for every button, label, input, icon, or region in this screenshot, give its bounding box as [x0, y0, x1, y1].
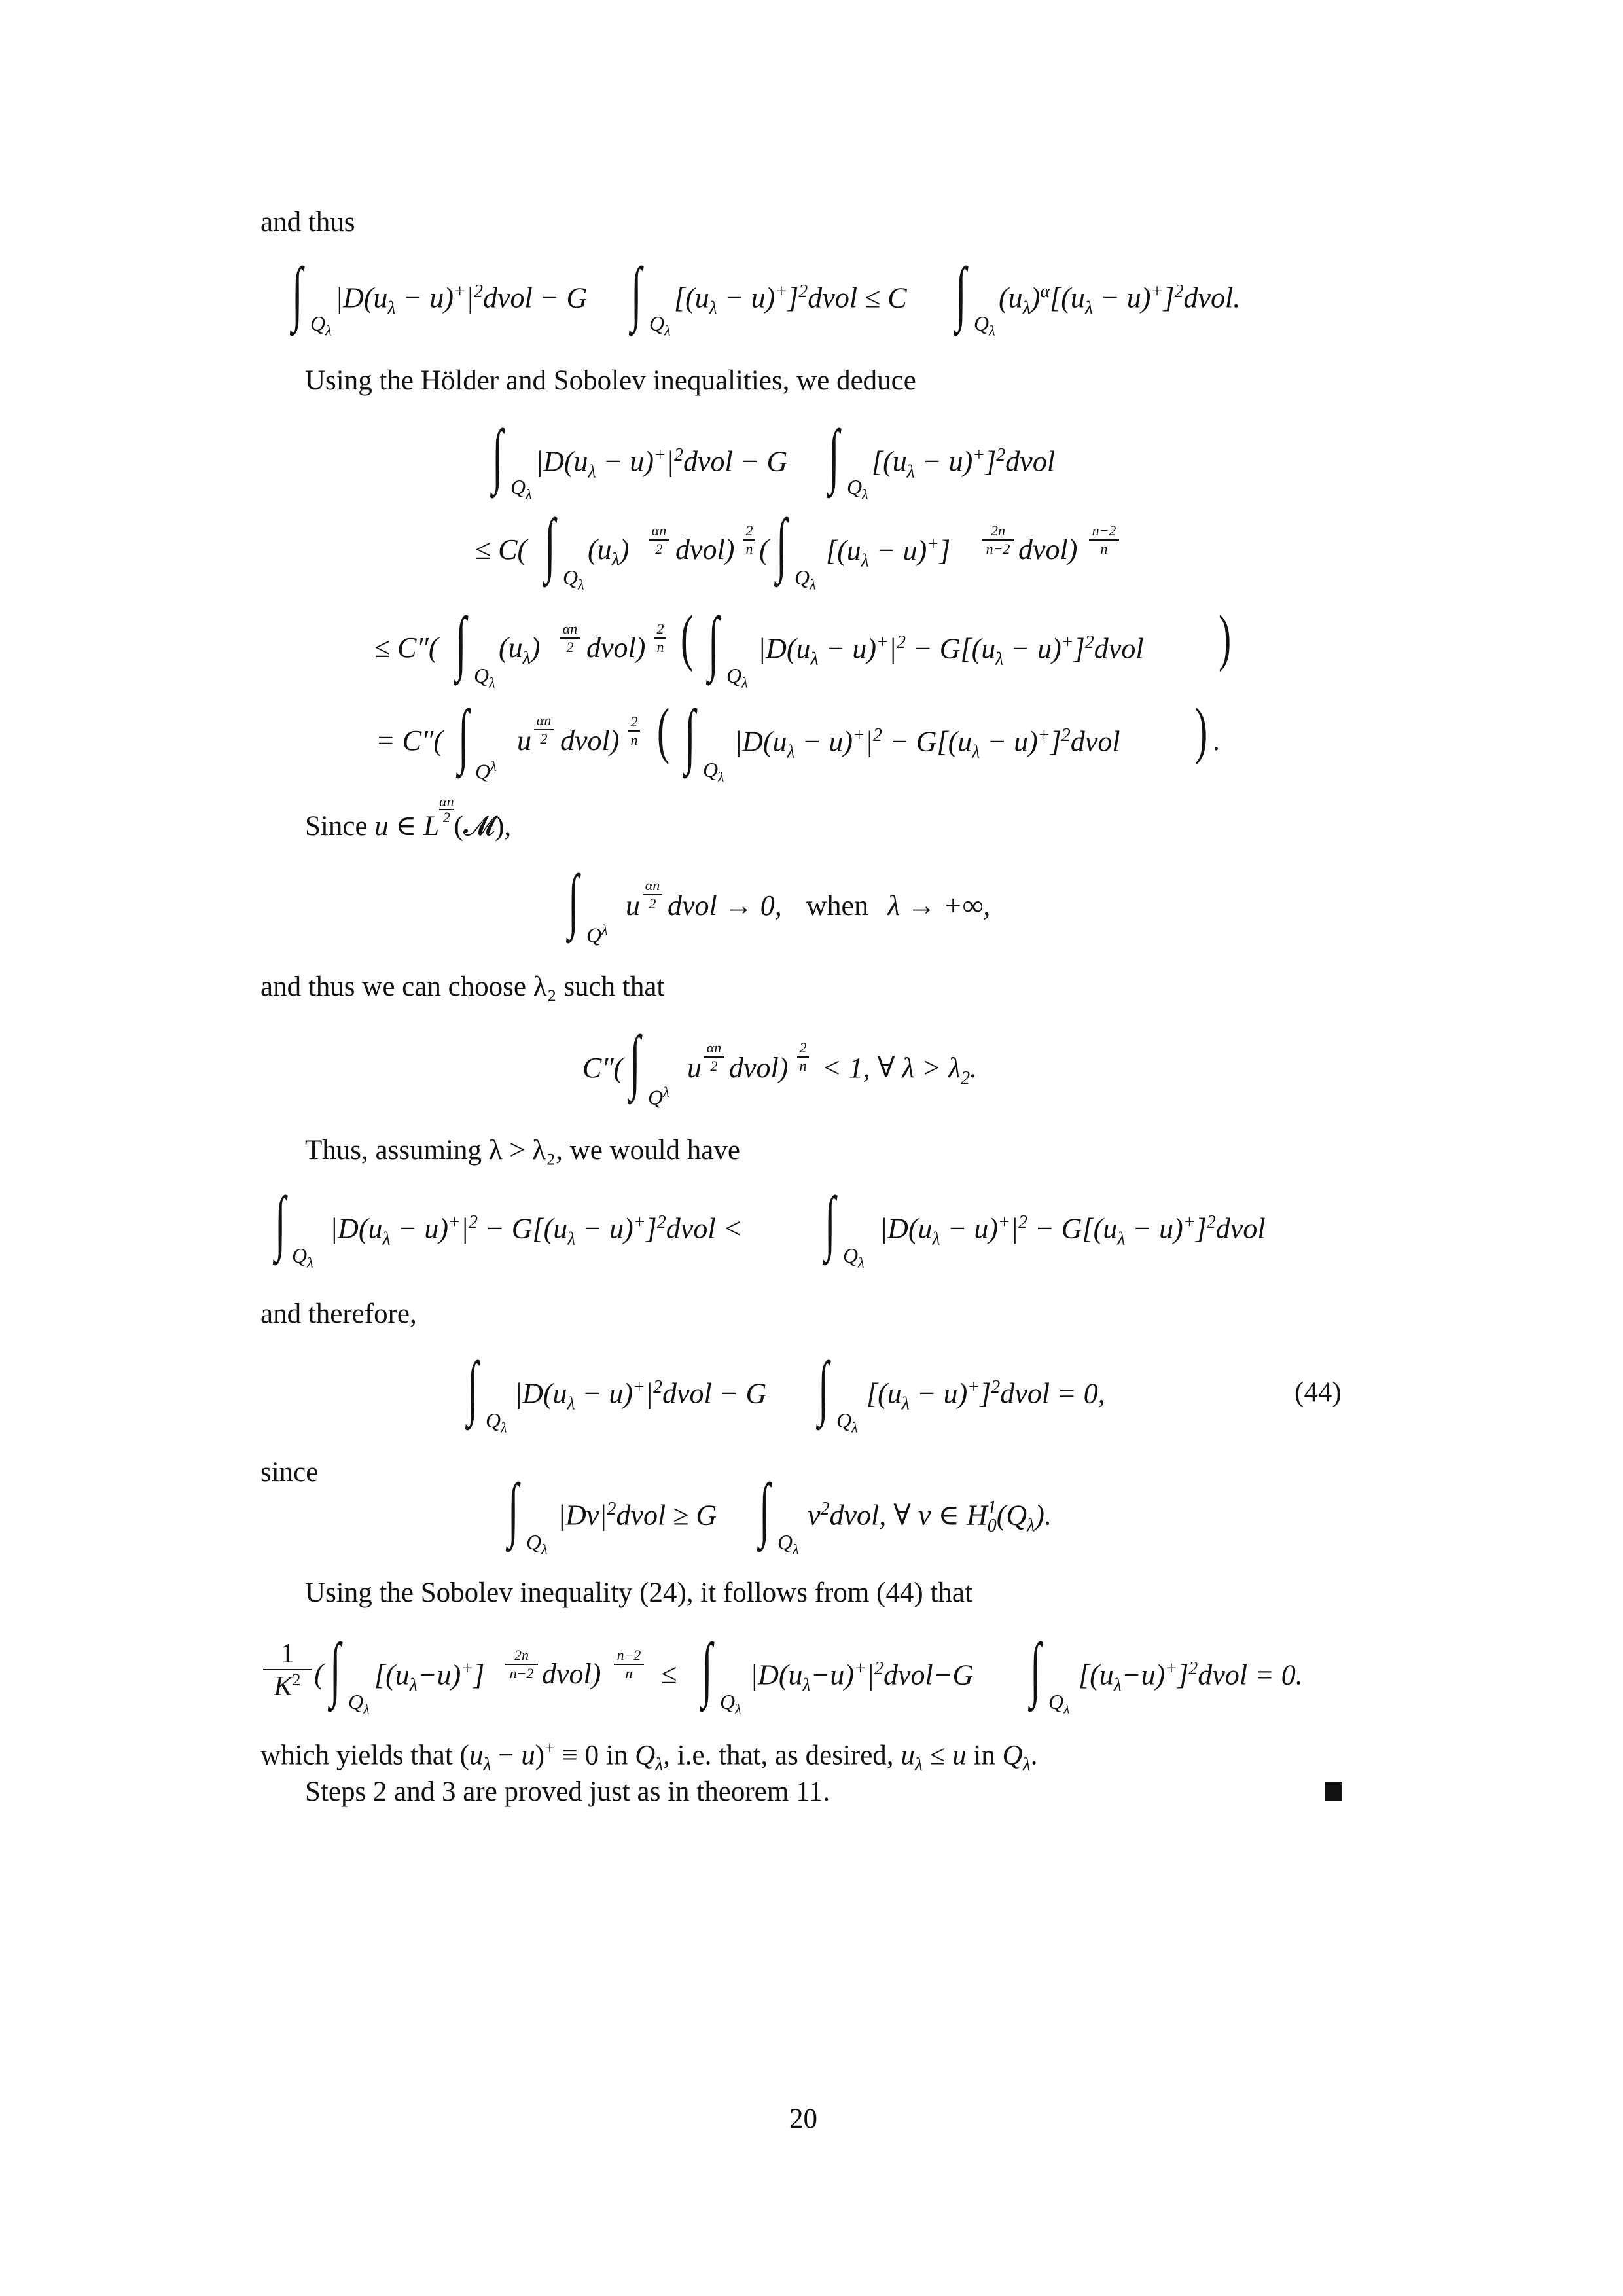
choose-text: and thus we can choose λ₂ such that — [260, 971, 665, 1002]
equation-number: (44) — [1294, 1377, 1342, 1408]
sobolev-text: Using the Sobolev inequality (24), it follows from (44) that — [305, 1577, 972, 1608]
steps-text: Steps 2 and 3 are proved just as in theorem 11. — [305, 1776, 830, 1807]
holder-text: Using the Hölder and Sobolev inequalities, we deduce — [305, 365, 916, 396]
therefore-text: and therefore, — [260, 1299, 417, 1329]
since-text: since — [260, 1457, 319, 1488]
page-number: 20 — [789, 2104, 817, 2134]
yields-text: which yields that $(u_\lambda - u)^+ \equiv 0$ in $Q_\lambda$, i.e. that, as desired, $u_\lambda \le u$ in $Q_\lambda$. — [260, 1738, 1038, 1775]
qed-square — [1325, 1782, 1342, 1801]
intro-text: and thus — [260, 207, 355, 238]
since-u-text: Since u ∈ L $^{\frac{\alpha n}{2}}$ (𝓜), — [305, 793, 512, 842]
assuming-text: Thus, assuming λ > λ₂, we would have — [305, 1135, 740, 1166]
